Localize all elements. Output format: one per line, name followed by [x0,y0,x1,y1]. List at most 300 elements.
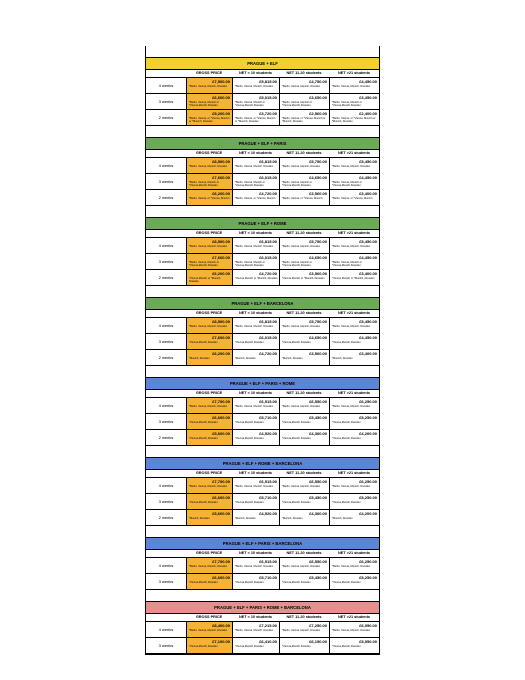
column-header: NET < 10 students [238,391,273,395]
price-value: £7,700.00 [212,479,230,484]
column-header: NET < 10 students [238,231,273,235]
price-value: £4,450.00 [359,255,377,260]
duration-label: 2 weeks [158,275,174,280]
itinerary-note: *Berlin, Vienna, Munich or *Vienna,Munich,Dresden [189,181,219,187]
duration-label: 4 weeks [158,243,174,248]
net-price-cell [329,398,379,413]
gross-price-cell [186,558,232,573]
itinerary-note: *Berlin, Vienna, Munich or *Vienna,Munich,Dresden [282,101,312,107]
itinerary-note: *Vienna,Munich,Dresden [189,437,218,440]
column-header: NET 11-20 students [286,311,322,315]
net-price-cell [329,254,379,269]
section-title: PRAGUE + ELF + BARCELONA [146,297,379,310]
price-value: £8,400.00 [212,623,230,628]
price-value: £7,600.00 [212,335,230,340]
net-price-cell [329,430,379,445]
itinerary-note: *Berlin, Vienna, Munich, Dresden [235,165,274,168]
price-section [146,446,379,526]
net-price-cell [279,622,329,637]
itinerary-note: *Vienna Munich or *Munich, Dresden [282,277,325,280]
section-title: PRAGUE + ELF + PARIS + ROME [146,377,379,390]
price-value: £5,600.00 [212,431,230,436]
price-value: £2,560.00 [309,111,327,116]
net-price-cell [232,574,279,589]
header-row [146,390,379,398]
section-title: PRAGUE + ELF + PARIS [146,137,379,150]
duration-label: 3 weeks [158,179,174,184]
itinerary-note: *Berlin, Vienna, Munich or *Vienna,Munich,Dresden [282,261,312,267]
net-price-cell [232,254,279,269]
price-row [146,110,379,126]
net-price-cell [279,238,329,253]
header-blank [146,614,186,621]
column-header: NET >21 students [338,391,370,395]
itinerary-note: *Berlin, Vienna, Munich, Dresden [189,245,228,248]
price-value: £4,650.00 [309,175,327,180]
gross-price-cell [186,398,232,413]
section-spacer [146,526,379,537]
section-title: PRAGUE + ELF + ROME + BARCELONA [146,457,379,470]
itinerary-note: *Vienna,Munich,Dresden [235,501,264,504]
net-price-cell [279,94,329,109]
net-price-cell [329,110,379,125]
column-header: GROSS PRICE [195,231,223,235]
itinerary-note: *Berlin, Vienna, Munich, Dresden [235,485,274,488]
column-header: GROSS PRICE [195,551,223,555]
price-row [146,94,379,110]
duration-label: 4 weeks [158,83,174,88]
price-value: £5,200.00 [212,111,230,116]
net-price-cell [279,158,329,173]
column-header: GROSS PRICE [195,151,223,155]
price-value: £5,450.00 [359,319,377,324]
duration-label: 4 weeks [158,563,174,568]
duration-label: 4 weeks [158,323,174,328]
header-blank [146,390,186,397]
itinerary-note: *Berlin, Vienna, or *Vienna, Munich [332,197,373,200]
price-value: £4,450.00 [359,175,377,180]
duration-label: 2 weeks [158,195,174,200]
price-value: £2,400.00 [359,111,377,116]
itinerary-note: *Vienna,Munich,Dresden [282,581,311,584]
price-value: £6,150.00 [309,639,327,644]
itinerary-note: *Berlin, Vienna, Munich, Dresden [282,325,321,328]
price-value: £5,710.00 [259,575,277,580]
net-price-cell [279,334,329,349]
gross-price-cell [186,110,232,125]
column-header: NET < 10 students [238,311,273,315]
price-value: £4,650.00 [309,255,327,260]
column-header: NET < 10 students [238,151,273,155]
net-price-cell [232,414,279,429]
price-value: £5,710.00 [259,495,277,500]
itinerary-note: *Berlin, Vienna, Munich, Dresden [235,405,274,408]
gross-price-cell [186,94,232,109]
price-value: £7,700.00 [212,559,230,564]
net-price-cell [279,478,329,493]
itinerary-note: *Vienna,Munich,Dresden [282,421,311,424]
column-header: NET < 10 students [238,471,273,475]
net-price-cell [232,190,279,205]
net-price-cell [232,622,279,637]
section-spacer [146,590,379,601]
duration-label: 4 weeks [158,163,174,168]
itinerary-note: *Vienna Munich or *Munich, Dresden [189,277,221,283]
price-value: £6,015.00 [259,255,277,260]
itinerary-note: *Berlin, Vienna, Munich, Dresden [282,629,321,632]
itinerary-note: *Vienna,Munich,Dresden [332,645,361,648]
price-value: £7,250.00 [309,623,327,628]
gross-price-cell [186,254,232,269]
net-price-cell [232,110,279,125]
net-price-cell [329,158,379,173]
price-value: £5,950.00 [359,639,377,644]
column-header: GROSS PRICE [195,71,223,75]
price-row [146,622,379,638]
gross-price-cell [186,494,232,509]
price-value: £4,450.00 [359,79,377,84]
column-header: GROSS PRICE [195,615,223,619]
itinerary-note: *Berlin, Vienna, Munich or *Vienna,Munich,Dresden [332,261,362,267]
net-price-cell [279,414,329,429]
price-value: £4,200.00 [359,511,377,516]
price-value: £6,515.00 [259,479,277,484]
price-value: £3,560.00 [309,351,327,356]
column-header: NET 11-20 students [286,471,322,475]
column-header: NET 11-20 students [286,231,322,235]
price-value: £5,450.00 [309,575,327,580]
price-value: £5,250.00 [359,415,377,420]
price-value: £6,250.00 [359,399,377,404]
price-value: £3,650.00 [309,95,327,100]
section-spacer [146,366,379,377]
net-price-cell [329,414,379,429]
net-price-cell [329,510,379,525]
net-price-cell [232,94,279,109]
itinerary-note: *Vienna,Munich,Dresden [282,645,311,648]
net-price-cell [232,318,279,333]
price-value: £4,720.00 [259,351,277,356]
duration-label: 3 weeks [158,99,174,104]
itinerary-note: *Berlin, Vienna, Munich, Dresden [189,165,228,168]
duration-label: 3 weeks [158,643,174,648]
itinerary-note: *Berlin, Vienna, Munich, Dresden [332,165,371,168]
section-title: PRAGUE + ELF [146,57,379,70]
net-price-cell [329,174,379,189]
itinerary-note: *Vienna,Munich,Dresden [189,341,218,344]
duration-label: 3 weeks [158,339,174,344]
net-price-cell [232,510,279,525]
duration-label: 3 weeks [158,499,174,504]
itinerary-note: *Berlin, Vienna, Munich, Dresden [189,325,228,328]
header-row [146,614,379,622]
itinerary-note: *Munich, Dresden [282,357,303,360]
header-blank [146,550,186,557]
itinerary-note: *Berlin, Vienna, Munich, Dresden [235,629,274,632]
net-price-cell [329,238,379,253]
itinerary-note: *Berlin, Vienna, Munich or *Vienna,Munich,Dresden [235,181,265,187]
header-row [146,550,379,558]
itinerary-note: *Berlin, Vienna, Munich, Dresden [282,245,321,248]
itinerary-note: *Berlin, Vienna, Munich or *Vienna,Munich,Dresden [332,181,362,187]
itinerary-note: *Berlin, Vienna, Munich, Dresden [282,405,321,408]
itinerary-note: *Munich, Dresden [332,357,353,360]
itinerary-note: *Berlin, Vienna, or *Vienna, Munich or *Munich, Dresden [282,117,326,123]
price-value: £4,520.00 [259,431,277,436]
duration-label: 4 weeks [158,627,174,632]
price-row [146,638,379,654]
gross-price-cell [186,622,232,637]
itinerary-note: *Berlin, Vienna, Munich, Dresden [235,85,274,88]
column-header: NET < 10 students [238,615,273,619]
itinerary-note: *Berlin, Vienna, or *Vienna, Munich or *Munich, Dresden [189,117,230,123]
price-value: £6,515.00 [259,399,277,404]
itinerary-note: *Berlin, Vienna, Munich, Dresden [332,565,371,568]
price-value: £3,450.00 [359,95,377,100]
gross-price-cell [186,318,232,333]
column-header: NET >21 students [338,151,370,155]
itinerary-note: *Berlin, Vienna, Munich, Dresden [282,85,321,88]
price-value: £6,250.00 [359,479,377,484]
gross-price-cell [186,270,232,285]
itinerary-note: *Berlin, Vienna, Munich or *Vienna,Munich,Dresden [189,101,219,107]
itinerary-note: *Berlin, Vienna, Munich, Dresden [282,165,321,168]
price-value: £6,950.00 [359,623,377,628]
itinerary-note: *Vienna,Munich,Dresden [282,437,311,440]
net-price-cell [232,398,279,413]
section-spacer [146,126,379,137]
header-row [146,70,379,78]
price-value: £6,250.00 [359,559,377,564]
net-price-cell [329,494,379,509]
net-price-cell [279,270,329,285]
net-price-cell [329,638,379,653]
section-spacer [146,206,379,217]
header-row [146,150,379,158]
net-price-cell [279,574,329,589]
net-price-cell [232,158,279,173]
duration-label: 4 weeks [158,403,174,408]
price-value: £6,015.00 [259,335,277,340]
price-row [146,350,379,366]
net-price-cell [279,510,329,525]
itinerary-note: *Berlin, Vienna, or *Vienna, Munich or *Munich, Dresden [235,117,276,123]
price-section [146,286,379,366]
column-header: NET >21 students [338,71,370,75]
itinerary-note: *Berlin, Vienna, or *Vienna, Munich [235,197,276,200]
itinerary-note: *Vienna,Munich,Dresden [235,437,264,440]
itinerary-note: *Berlin, Vienna, Munich, Dresden [235,325,274,328]
itinerary-note: *Berlin, Vienna, or *Vienna, Munich or *Munich, Dresden [332,117,376,123]
price-value: £4,450.00 [359,335,377,340]
price-value: £5,250.00 [359,575,377,580]
price-row [146,478,379,494]
price-value: £6,600.00 [212,415,230,420]
price-value: £5,750.00 [309,319,327,324]
gross-price-cell [186,350,232,365]
section-title: PRAGUE + ELF + ROME [146,217,379,230]
price-row [146,558,379,574]
itinerary-note: *Berlin, Vienna, Munich, Dresden [189,85,228,88]
itinerary-note: *Vienna,Munich,Dresden [235,581,264,584]
duration-label: 3 weeks [158,259,174,264]
price-value: £6,015.00 [259,175,277,180]
gross-price-cell [186,334,232,349]
itinerary-note: *Vienna,Munich,Dresden [189,581,218,584]
price-value: £7,700.00 [212,399,230,404]
itinerary-note: *Vienna,Munich,Dresden [235,645,264,648]
header-blank [146,310,186,317]
header-blank [146,150,186,157]
price-value: £4,720.00 [259,271,277,276]
itinerary-note: *Berlin, Vienna, Munich, Dresden [189,485,228,488]
column-header: NET 11-20 students [286,151,322,155]
gross-price-cell [186,430,232,445]
net-price-cell [279,558,329,573]
header-blank [146,470,186,477]
duration-label: 2 weeks [158,435,174,440]
price-row [146,190,379,206]
price-value: £6,815.00 [259,159,277,164]
column-header: NET >21 students [338,311,370,315]
gross-price-cell [186,158,232,173]
net-price-cell [279,494,329,509]
column-header: NET >21 students [338,471,370,475]
price-value: £7,100.00 [212,639,230,644]
price-row [146,430,379,446]
price-value: £8,500.00 [212,159,230,164]
column-header: NET 11-20 students [286,615,322,619]
price-row [146,174,379,190]
itinerary-note: *Vienna,Munich,Dresden [332,581,361,584]
price-section [146,590,379,654]
net-price-cell [279,430,329,445]
net-price-cell [329,622,379,637]
duration-label: 3 weeks [158,419,174,424]
price-value: £7,500.00 [212,79,230,84]
itinerary-note: *Berlin, Vienna, Munich, Dresden [189,405,228,408]
net-price-cell [232,350,279,365]
section-spacer [146,446,379,457]
net-price-cell [232,494,279,509]
net-price-cell [232,78,279,93]
net-price-cell [329,334,379,349]
price-row [146,270,379,286]
price-value: £4,750.00 [309,79,327,84]
itinerary-note: *Berlin, Vienna, Munich or *Vienna,Munich,Dresden [332,101,362,107]
price-value: £5,815.00 [259,79,277,84]
column-header: GROSS PRICE [195,311,223,315]
itinerary-note: *Vienna,Munich,Dresden [282,341,311,344]
duration-label: 3 weeks [158,579,174,584]
itinerary-note: *Munich, Dresden [235,517,256,520]
net-price-cell [232,430,279,445]
itinerary-note: *Berlin, Vienna, or *Vienna, Munich [189,197,230,200]
itinerary-note: *Vienna Munich or *Munich, Dresden [235,277,278,280]
column-header: NET 11-20 students [286,391,322,395]
gross-price-cell [186,78,232,93]
price-value: £6,200.00 [212,191,230,196]
net-price-cell [329,558,379,573]
column-header: NET >21 students [338,231,370,235]
price-value: £3,400.00 [359,271,377,276]
gross-price-cell [186,638,232,653]
column-header: GROSS PRICE [195,391,223,395]
net-price-cell [232,238,279,253]
price-value: £5,450.00 [359,159,377,164]
price-row [146,334,379,350]
itinerary-note: *Vienna,Munich,Dresden [235,341,264,344]
price-row [146,158,379,174]
price-value: £4,720.00 [259,191,277,196]
price-value: £5,450.00 [359,239,377,244]
price-row [146,254,379,270]
itinerary-note: *Vienna,Munich,Dresden [332,341,361,344]
net-price-cell [279,398,329,413]
header-blank [146,70,186,77]
itinerary-note: *Vienna,Munich,Dresden [189,645,218,648]
gross-price-cell [186,574,232,589]
duration-label: 2 weeks [158,515,174,520]
itinerary-note: *Vienna,Munich,Dresden [282,501,311,504]
price-value: £4,200.00 [359,431,377,436]
price-value: £6,550.00 [309,399,327,404]
column-header: NET < 10 students [238,71,273,75]
price-value: £7,215.00 [259,623,277,628]
itinerary-note: *Berlin, Vienna, Munich, Dresden [189,629,228,632]
itinerary-note: *Berlin, Vienna, Munich, Dresden [332,485,371,488]
price-row [146,574,379,590]
price-section [146,126,379,206]
gross-price-cell [186,414,232,429]
price-sheet [145,46,380,655]
itinerary-note: *Berlin, Vienna, or *Vienna, Munich [282,197,323,200]
itinerary-note: *Vienna,Munich,Dresden [189,501,218,504]
net-price-cell [329,190,379,205]
net-price-cell [232,270,279,285]
price-value: £6,410.00 [259,639,277,644]
price-value: £6,550.00 [309,479,327,484]
itinerary-note: *Vienna,Munich,Dresden [189,421,218,424]
gross-price-cell [186,238,232,253]
price-value: £5,750.00 [309,239,327,244]
price-value: £5,600.00 [212,511,230,516]
price-row [146,494,379,510]
itinerary-note: *Berlin, Vienna, Munich, Dresden [332,85,371,88]
price-row [146,78,379,94]
column-header: NET 11-20 students [286,551,322,555]
price-value: £3,400.00 [359,191,377,196]
net-price-cell [329,270,379,285]
net-price-cell [329,94,379,109]
net-price-cell [279,110,329,125]
price-value: £3,560.00 [309,271,327,276]
column-header: NET 11-20 students [286,71,322,75]
price-row [146,414,379,430]
header-row [146,230,379,238]
itinerary-note: *Munich, Dresden [235,357,256,360]
net-price-cell [329,478,379,493]
column-header: GROSS PRICE [195,471,223,475]
net-price-cell [279,254,329,269]
section-title: PRAGUE + ELF + PARIS + BARCELONA [146,537,379,550]
itinerary-note: *Vienna,Munich,Dresden [332,501,361,504]
header-row [146,310,379,318]
price-value: £8,500.00 [212,319,230,324]
price-value: £6,515.00 [259,559,277,564]
net-price-cell [279,350,329,365]
price-value: £6,600.00 [212,575,230,580]
